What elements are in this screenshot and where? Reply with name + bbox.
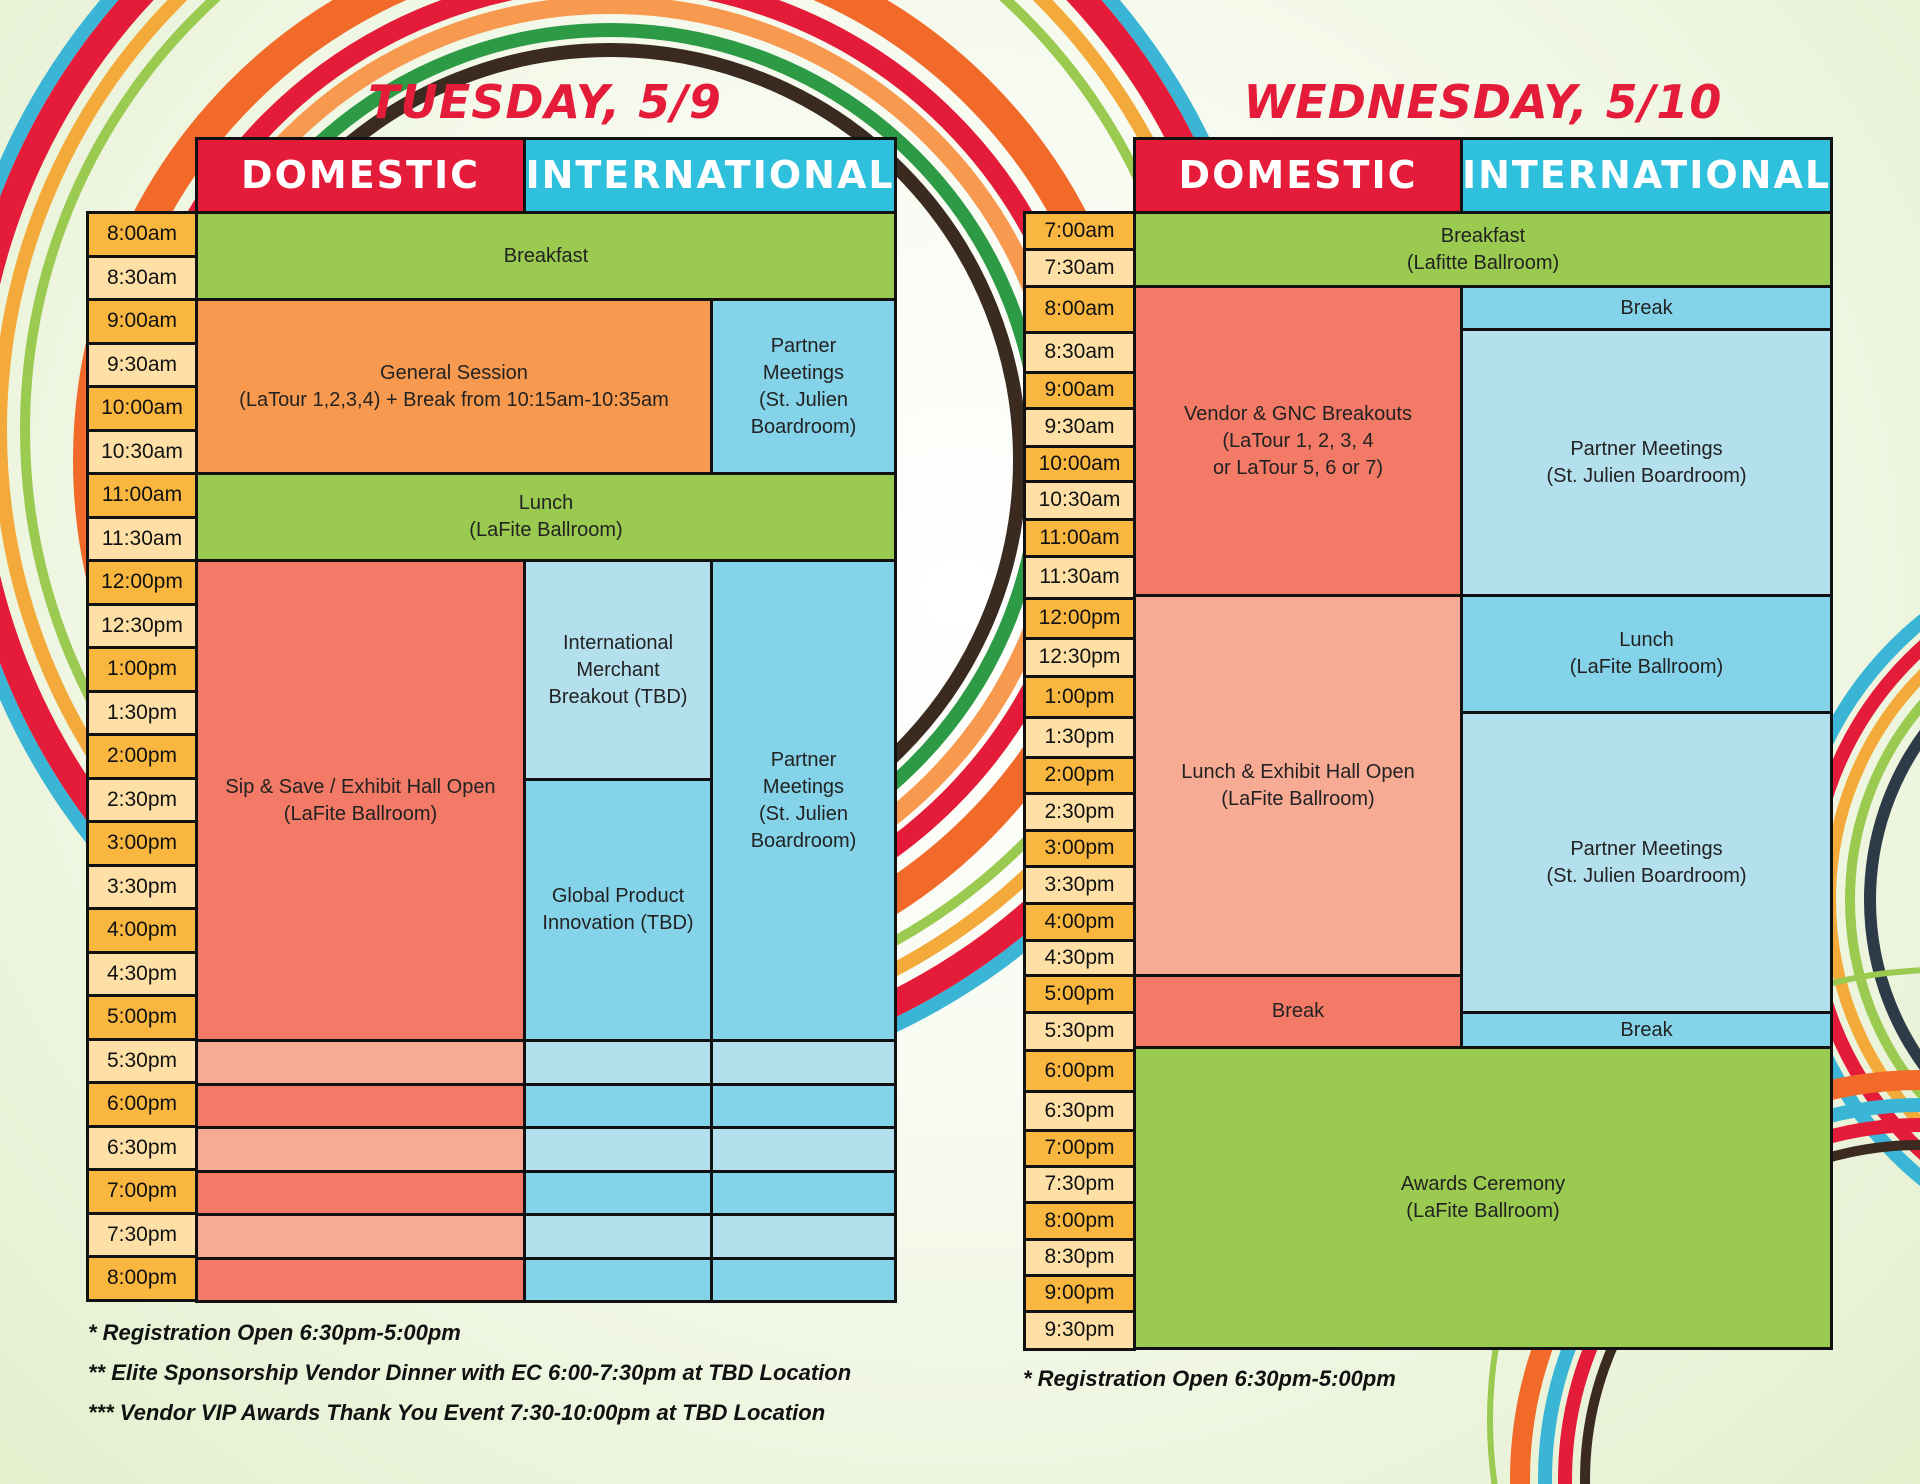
wednesday-awards-ceremony: Awards Ceremony (LaFite Ballroom) (1133, 1046, 1833, 1350)
tuesday-title: TUESDAY, 5/9 (368, 75, 722, 129)
tuesday-time-slot: 7:00pm (86, 1168, 198, 1215)
wednesday-time-slot: 3:00pm (1023, 829, 1136, 868)
wednesday-time-slot: 11:00am (1023, 518, 1136, 558)
tuesday-time-slot: 4:30pm (86, 951, 198, 997)
wednesday-time-slot: 9:30am (1023, 407, 1136, 448)
wednesday-time-slot: 7:00am (1023, 211, 1136, 251)
wednesday-domestic-header: DOMESTIC (1133, 137, 1463, 214)
tuesday-time-slot: 11:00am (86, 472, 198, 519)
tuesday-note-2: ** Elite Sponsorship Vendor Dinner with EC 6:00-7:30pm at TBD Location (88, 1360, 852, 1385)
tuesday-time-slot: 3:30pm (86, 864, 198, 910)
wednesday-time-slot: 2:30pm (1023, 792, 1136, 832)
tuesday-international-header: INTERNATIONAL (523, 137, 897, 214)
wednesday-time-slot: 8:00pm (1023, 1201, 1136, 1241)
tuesday-time-slot: 2:30pm (86, 777, 198, 823)
tuesday-time-slot: 12:00pm (86, 559, 198, 606)
wednesday-time-slot: 6:30pm (1023, 1090, 1136, 1132)
tuesday-evening-international-cell (523, 1083, 713, 1129)
wednesday-time-slot: 7:00pm (1023, 1129, 1136, 1168)
wednesday-time-slot: 10:30am (1023, 480, 1136, 521)
wednesday-partner-meetings-afternoon: Partner Meetings (St. Julien Boardroom) (1460, 711, 1833, 1014)
wednesday-time-slot: 11:30am (1023, 555, 1136, 600)
wednesday-title: WEDNESDAY, 5/10 (1243, 75, 1723, 129)
tuesday-general-session: General Session (LaTour 1,2,3,4) + Break from 10:15am-10:35am (195, 298, 713, 475)
tuesday-evening-partner-cell (710, 1257, 897, 1303)
tuesday-time-slot: 9:30am (86, 342, 198, 388)
tuesday-international-merchant-breakout: International Merchant Breakout (TBD) (523, 559, 713, 781)
tuesday-time-slot: 10:00am (86, 385, 198, 432)
tuesday-evening-domestic-cell (195, 1170, 526, 1216)
wednesday-time-slot: 4:30pm (1023, 939, 1136, 977)
tuesday-time-slot: 1:00pm (86, 646, 198, 693)
tuesday-evening-domestic-cell (195, 1126, 526, 1173)
tuesday-breakfast: Breakfast (195, 211, 897, 301)
wednesday-partner-meetings-morning: Partner Meetings (St. Julien Boardroom) (1460, 328, 1833, 597)
wednesday-break-domestic: Break (1133, 974, 1463, 1049)
tuesday-lunch: Lunch (LaFite Ballroom) (195, 472, 897, 562)
wednesday-time-slot: 5:00pm (1023, 974, 1136, 1014)
wednesday-time-slot: 10:00am (1023, 445, 1136, 483)
wednesday-lunch-exhibit: Lunch & Exhibit Hall Open (LaFite Ballroom) (1133, 594, 1463, 977)
wednesday-time-slot: 7:30am (1023, 248, 1136, 288)
wednesday-breakfast: Breakfast (Lafitte Ballroom) (1133, 211, 1833, 288)
tuesday-evening-partner-cell (710, 1213, 897, 1260)
tuesday-evening-international-cell (523, 1126, 713, 1173)
tuesday-evening-partner-cell (710, 1126, 897, 1173)
tuesday-time-slot: 4:00pm (86, 907, 198, 954)
tuesday-time-slot: 5:00pm (86, 994, 198, 1041)
tuesday-evening-partner-cell (710, 1039, 897, 1086)
tuesday-evening-partner-cell (710, 1083, 897, 1129)
tuesday-global-product-innovation: Global Product Innovation (TBD) (523, 778, 713, 1042)
tuesday-evening-domestic-cell (195, 1257, 526, 1303)
tuesday-time-slot: 11:30am (86, 516, 198, 562)
tuesday-time-slot: 8:00pm (86, 1255, 198, 1302)
wednesday-break-morning: Break (1460, 285, 1833, 331)
wednesday-vendor-breakouts: Vendor & GNC Breakouts (LaTour 1, 2, 3, 4 or LaTour 5, 6 or 7) (1133, 285, 1463, 597)
wednesday-note-1: * Registration Open 6:30pm-5:00pm (1023, 1366, 1396, 1391)
tuesday-time-slot: 6:30pm (86, 1125, 198, 1171)
wednesday-time-slot: 6:00pm (1023, 1049, 1136, 1093)
wednesday-time-slot: 3:30pm (1023, 865, 1136, 905)
tuesday-time-slot: 8:00am (86, 211, 198, 258)
wednesday-time-slot: 8:30pm (1023, 1238, 1136, 1277)
wednesday-time-slot: 8:00am (1023, 285, 1136, 334)
tuesday-domestic-header: DOMESTIC (195, 137, 526, 214)
tuesday-partner-meetings-afternoon: Partner Meetings (St. Julien Boardroom) (710, 559, 897, 1042)
tuesday-time-slot: 1:30pm (86, 690, 198, 736)
tuesday-evening-domestic-cell (195, 1083, 526, 1129)
wednesday-time-slot: 12:00pm (1023, 597, 1136, 640)
tuesday-evening-international-cell (523, 1039, 713, 1086)
wednesday-time-slot: 4:00pm (1023, 902, 1136, 942)
wednesday-time-slot: 9:00pm (1023, 1274, 1136, 1313)
tuesday-time-slot: 8:30am (86, 255, 198, 301)
wednesday-time-slot: 9:00am (1023, 371, 1136, 410)
wednesday-time-slot: 5:30pm (1023, 1011, 1136, 1052)
wednesday-time-slot: 12:30pm (1023, 637, 1136, 678)
tuesday-evening-domestic-cell (195, 1213, 526, 1260)
wednesday-time-slot: 1:30pm (1023, 716, 1136, 759)
wednesday-time-slot: 1:00pm (1023, 675, 1136, 719)
tuesday-time-slot: 2:00pm (86, 733, 198, 780)
tuesday-time-slot: 12:30pm (86, 603, 198, 649)
wednesday-lunch: Lunch (LaFite Ballroom) (1460, 594, 1833, 714)
tuesday-time-slot: 6:00pm (86, 1081, 198, 1128)
tuesday-partner-meetings-morning: Partner Meetings (St. Julien Boardroom) (710, 298, 897, 475)
tuesday-evening-international-cell (523, 1213, 713, 1260)
wednesday-time-slot: 2:00pm (1023, 756, 1136, 795)
wednesday-time-slot: 7:30pm (1023, 1165, 1136, 1204)
tuesday-time-slot: 10:30am (86, 429, 198, 475)
tuesday-time-slot: 3:00pm (86, 820, 198, 867)
tuesday-note-1: * Registration Open 6:30pm-5:00pm (88, 1320, 461, 1345)
wednesday-international-header: INTERNATIONAL (1460, 137, 1833, 214)
tuesday-note-3: *** Vendor VIP Awards Thank You Event 7:30-10:00pm at TBD Location (88, 1400, 826, 1425)
tuesday-time-slot: 5:30pm (86, 1038, 198, 1084)
tuesday-evening-domestic-cell (195, 1039, 526, 1086)
tuesday-evening-international-cell (523, 1257, 713, 1303)
wednesday-time-slot: 9:30pm (1023, 1310, 1136, 1351)
tuesday-evening-partner-cell (710, 1170, 897, 1216)
wednesday-time-slot: 8:30am (1023, 331, 1136, 374)
tuesday-evening-international-cell (523, 1170, 713, 1216)
tuesday-time-slot: 9:00am (86, 298, 198, 345)
wednesday-break-international: Break (1460, 1011, 1833, 1049)
tuesday-time-slot: 7:30pm (86, 1212, 198, 1258)
tuesday-sip-and-save: Sip & Save / Exhibit Hall Open (LaFite Ballroom) (195, 559, 526, 1042)
